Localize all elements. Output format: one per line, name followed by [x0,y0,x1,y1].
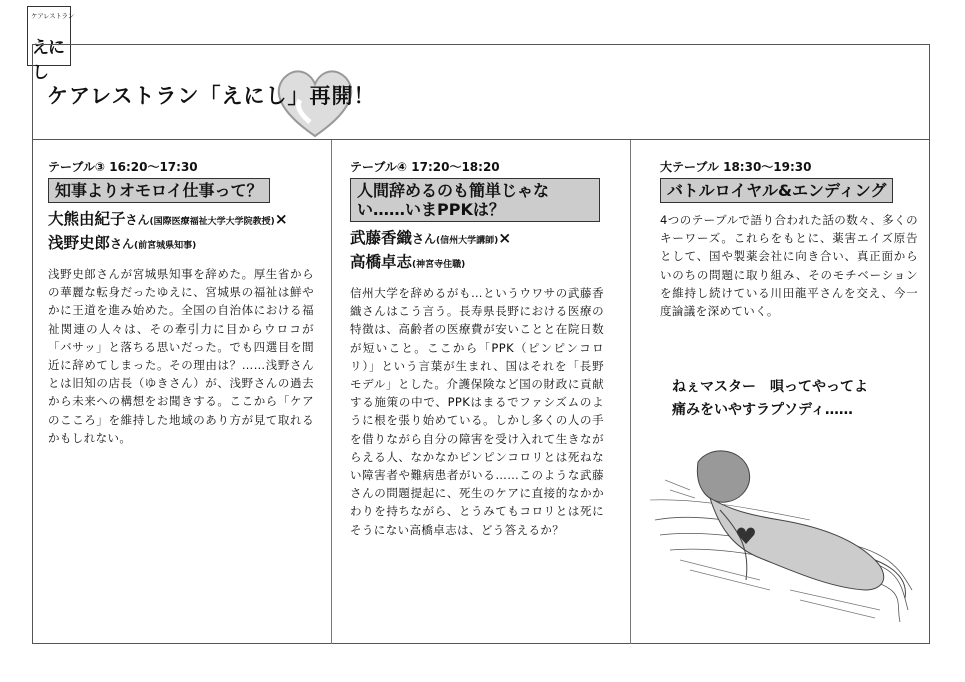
column-table-3 [48,158,314,447]
speaker-role: (国際医療福祉大学大学院教授) [149,217,275,227]
speaker-name: 大熊由紀子 [48,210,126,228]
speaker-honorific: さん [125,213,150,227]
column-schedule: 大テーブル 18:30〜19:30 [660,160,812,174]
speaker-separator: × [274,210,288,228]
speaker-name: 武藤香織 [350,229,413,247]
speaker-name: 高橋卓志 [350,253,413,271]
logo-small-text: ケアレストラン [31,12,74,20]
speaker-role: (神宮寺住職) [412,260,466,270]
speaker-name: 浅野史郎 [48,234,111,252]
column-schedule: テーブル③ 16:20〜17:30 [48,160,198,174]
column-divider-2 [630,140,631,644]
column-divider-1 [331,140,332,644]
speaker-separator: × [498,229,512,247]
column-table-4 [350,158,604,539]
column-body: 4つのテーブルで語り合われた話の数々、多くのキーワーズ。これらをもとに、薬害エイズ原告として、国や製薬会社に向き合い、真正面からいのちの問題に取り組み、そのモチベーションを維持し続けている川田龍平さんを交え、今一度論議を深めていく。 [660,213,918,319]
column-body: 信州大学を辞めるがも…というウワサの武藤香織さんはこう言う。長寿県長野における医療の特徴は、高齢者の医療費が安いことと在院日数が短いこと。ここから「PPK（ピンピンコロリ）」という言葉が生まれ、国はそれを「長野モデル」とした。介護保険など国の財政に貢献する施策の中で、PPKはまるでファシズムのように根を張り始めている。しかし多くの人の手を借りながら自分の障害を受け入れて生きながらえる人、なかなかピンピンコロリとは死ねない障害者や難病患者がいる……このような武藤さんの問題提起に、死生のケアに直接的なかかわりを持ちながら、とうみてもコロリとは死にそうにない高橋卓志は、どう答えるか？ [350,286,604,537]
column-title: バトルロイヤル&エンディング [660,178,893,203]
column-schedule: テーブル④ 17:20〜18:20 [350,160,500,174]
quote-line-2: 痛みをいやすラプソディ…… [672,402,853,418]
speaker-honorific: さん [110,237,135,251]
speaker-honorific: さん [412,232,437,246]
logo-big-text: えにし [32,38,64,83]
speaker-1 [350,228,604,252]
column-big-table [660,158,918,320]
quote [672,376,868,422]
quote-line-1: ねぇマスター 唄ってやってよ [672,379,868,395]
header-divider [32,139,930,140]
speaker-1 [48,209,314,233]
reclining-figure-illustration [650,440,920,630]
page-title: ケアレストラン「えにし」再開！ [47,84,376,108]
column-title: 知事よりオモロイ仕事って？ [48,178,270,203]
speaker-role: (信州大学講師) [436,236,499,246]
speaker-role: (前宮城県知事) [134,241,197,251]
speaker-2 [48,233,314,257]
column-body: 浅野史郎さんが宮城県知事を辞めた。厚生省からの華麗な転身だったゆえに、宮城県の福祉は鮮やかに王道を進み始めた。全国の自治体における福祉関連の人々は、その牽引力に目からウロコが「バサッ」と落ちる思いだった。でも四選目を間近に辞めてしまった。その理由は？……浅野さんとは旧知の店長（ゆきさん）が、浅野さんの過去から未来への構想をお聞きする。ここから「ケアのこころ」を維持した地域のあり方が見て取れるかもしれない。 [48,267,314,445]
speaker-2 [350,252,604,276]
column-title: 人間辞めるのも簡単じゃない……いまPPKは？ [350,178,600,222]
